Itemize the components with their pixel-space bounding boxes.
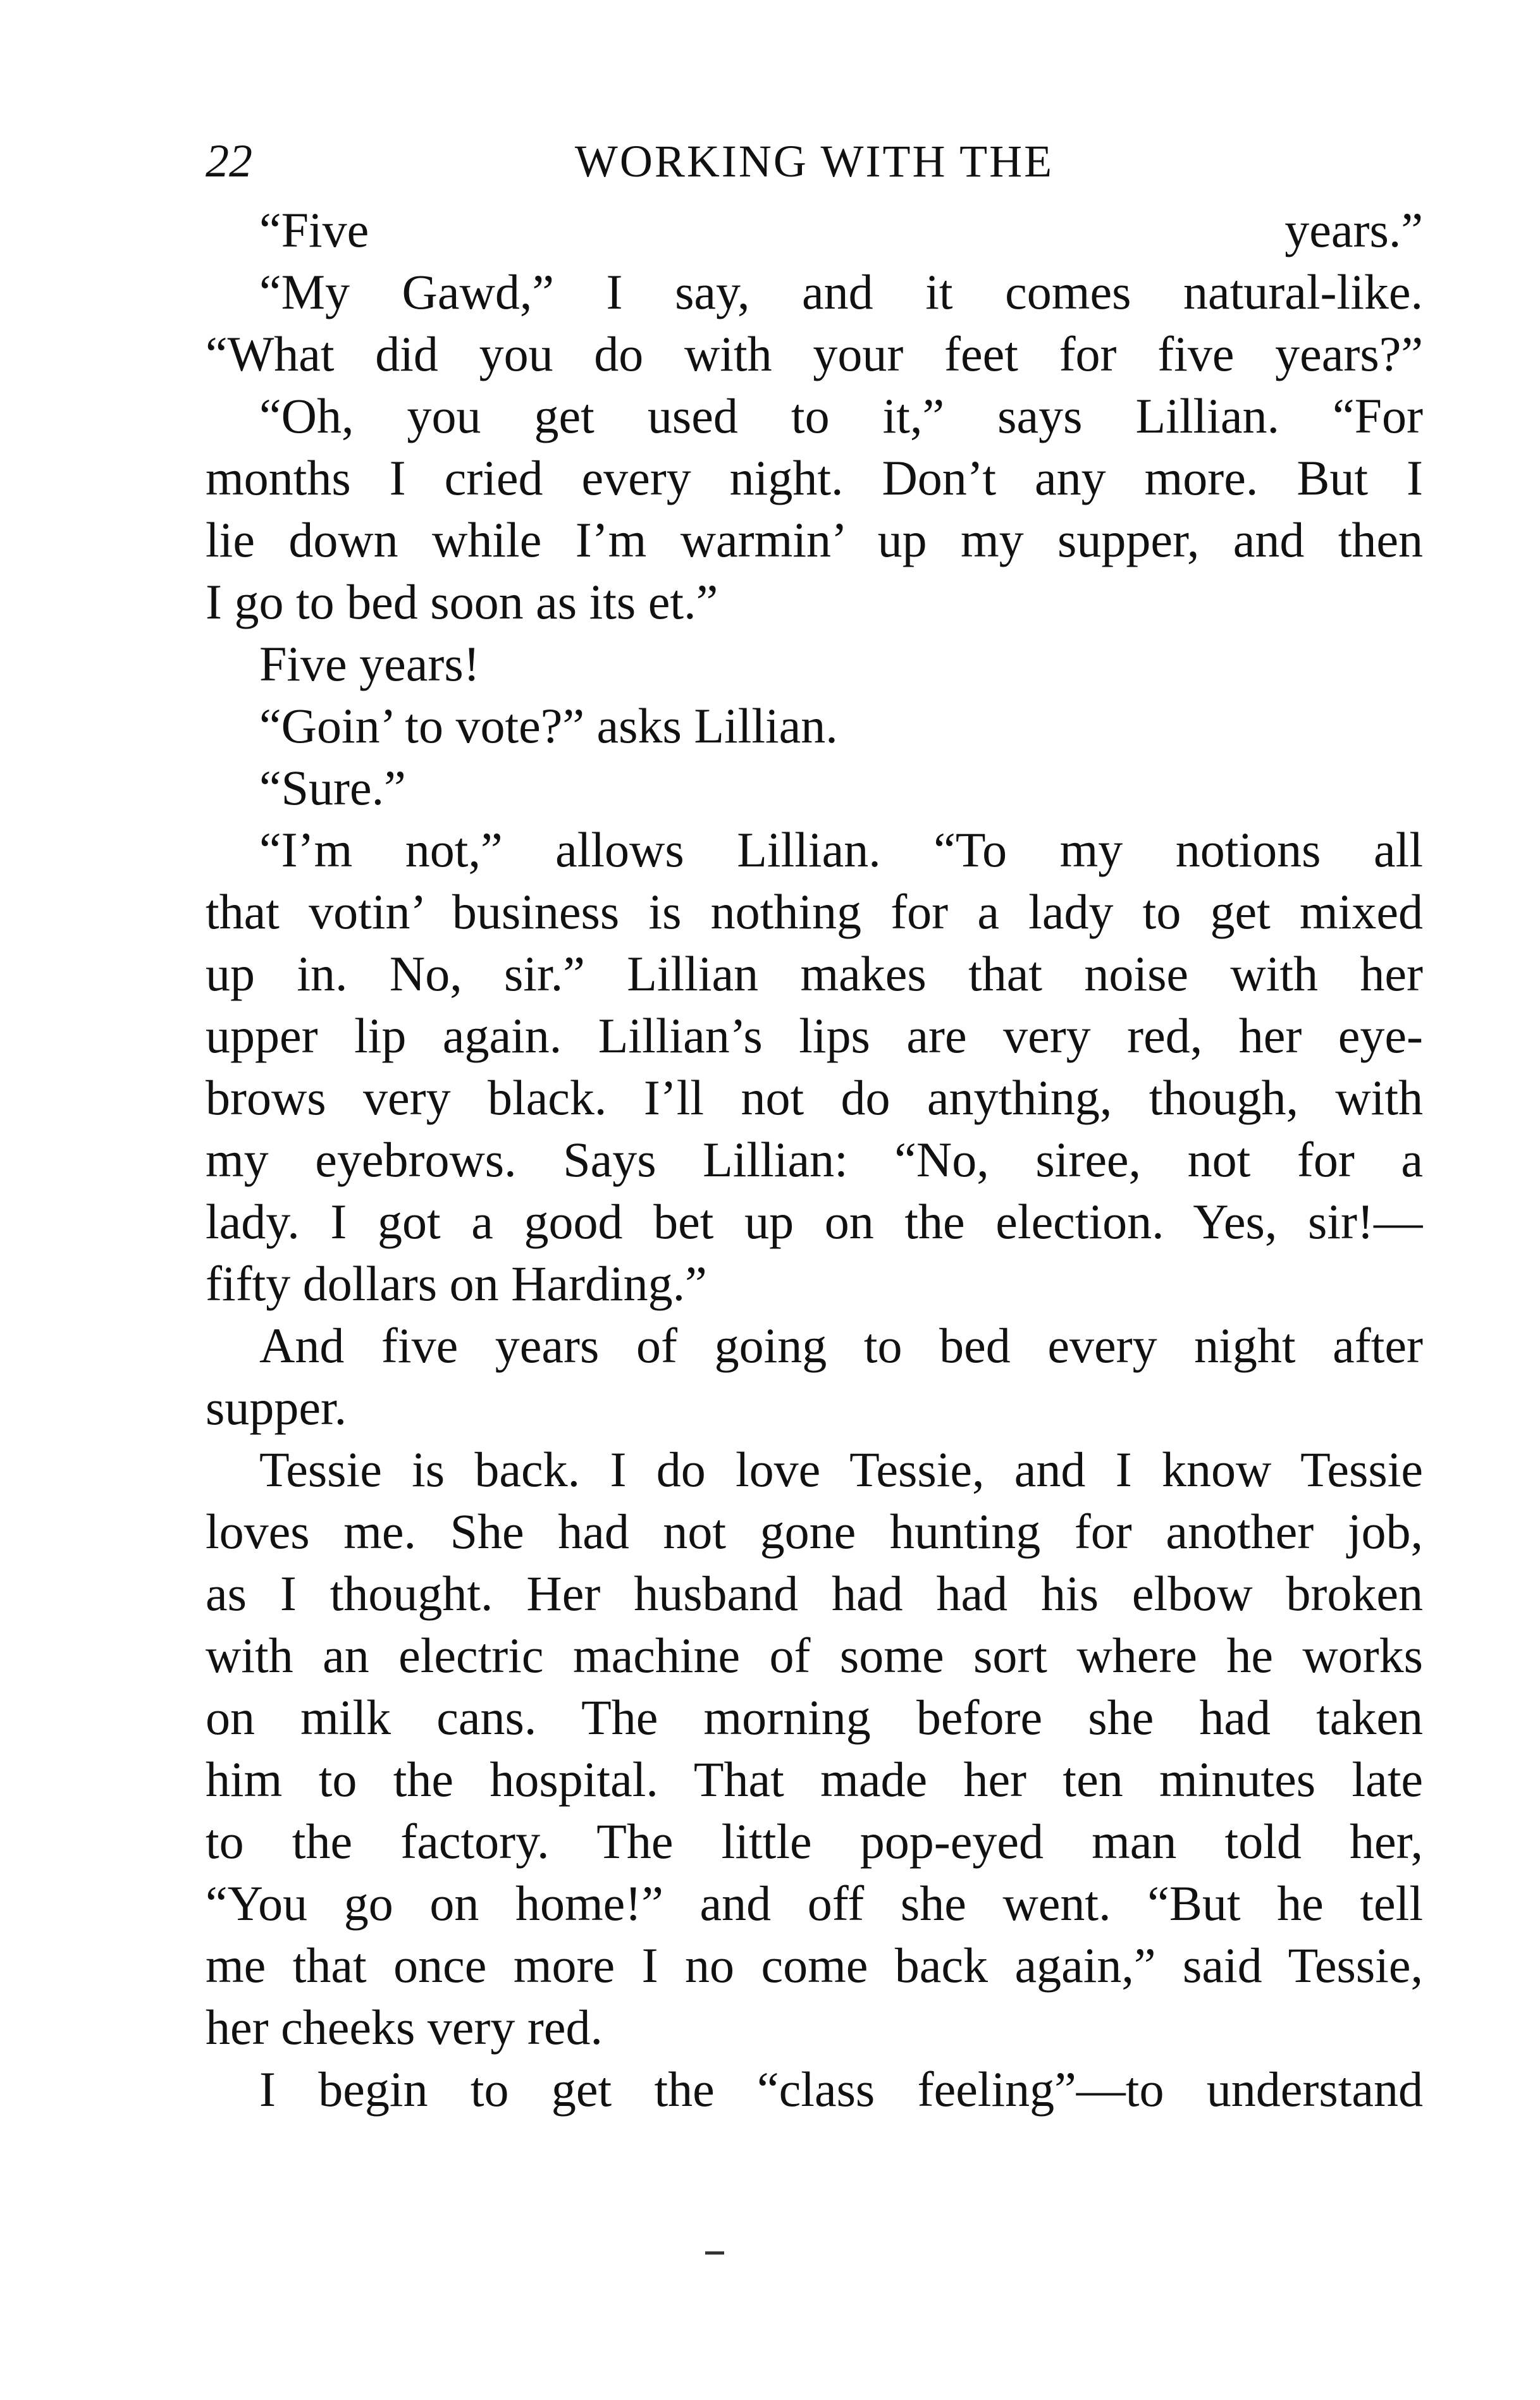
text-line: lady. I got a good bet up on the election. Yes, sir!— [206,1194,1423,1249]
text-line: on milk cans. The morning before she had taken [206,1690,1423,1745]
text-line: months I cried every night. Don’t any more. But I [206,450,1423,505]
page-header [206,130,1423,199]
text-line: to the factory. The little pop-eyed man told her, [206,1814,1423,1869]
text-line: as I thought. Her husband had had his elbow broken [206,1566,1423,1621]
text-line: “Oh, you get used to it,” says Lillian. “For [259,388,1423,443]
text-line: “What did you do with your feet for five years?” [206,326,1423,381]
text-line: I go to bed soon as its et.” [206,574,718,629]
text-line: me that once more I no come back again,” said Tessie, [206,1938,1423,1993]
text-line: her cheeks very red. [206,2000,603,2055]
text-line: Five years! [259,636,480,691]
text-line: “Goin’ to vote?” asks Lillian. [259,698,838,753]
printer-mark [705,2251,724,2255]
body-text [206,199,1423,2120]
text-line: my eyebrows. Says Lillian: “No, siree, not for a [206,1132,1423,1187]
text-line: I begin to get the “class feeling”—to understand [259,2062,1423,2117]
text-line: And five years of going to bed every night after [259,1318,1423,1373]
text-line: fifty dollars on Harding.” [206,1256,707,1311]
text-line: “I’m not,” allows Lillian. “To my notions all [259,822,1423,877]
text-line: “My Gawd,” I say, and it comes natural-like. [259,264,1423,319]
text-line: Tessie is back. I do love Tessie, and I know Tessie [259,1442,1423,1497]
text-line: up in. No, sir.” Lillian makes that noise with her [206,946,1423,1001]
text-line: brows very black. I’ll not do anything, though, with [206,1070,1423,1125]
text-line: loves me. She had not gone hunting for another job, [206,1504,1423,1559]
page-number: 22 [206,135,252,187]
text-line: with an electric machine of some sort where he works [206,1628,1423,1683]
text-line: upper lip again. Lillian’s lips are very red, her eye- [206,1008,1423,1063]
running-head: WORKING WITH THE [574,136,1054,187]
text-line: lie down while I’m warmin’ up my supper, and then [206,512,1423,567]
text-line: “Five years.” [259,202,1423,257]
text-line: supper. [206,1380,347,1435]
text-line: him to the hospital. That made her ten minutes late [206,1752,1423,1807]
text-line: “You go on home!” and off she went. “But he tell [206,1876,1423,1931]
text-line: “Sure.” [259,760,406,815]
text-line: that votin’ business is nothing for a lady to get mixed [206,884,1423,939]
